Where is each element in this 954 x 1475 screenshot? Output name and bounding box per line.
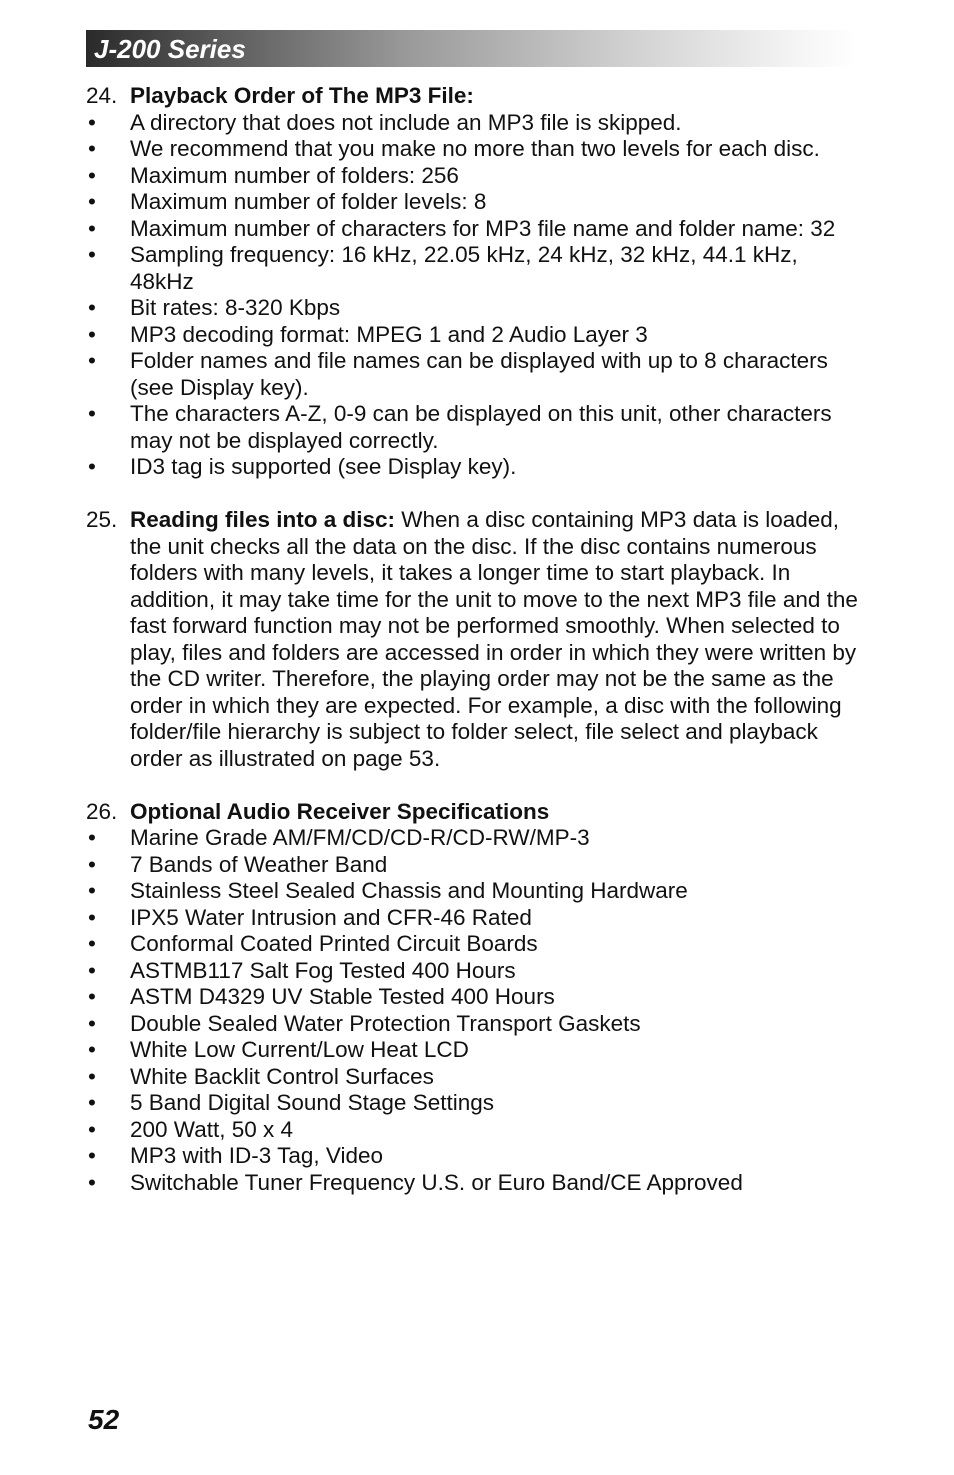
bullet-glyph: • bbox=[88, 189, 96, 214]
list-item bbox=[86, 852, 866, 879]
section-24-list bbox=[86, 110, 866, 481]
list-item bbox=[86, 1143, 866, 1170]
list-item bbox=[86, 401, 866, 454]
bullet-glyph: • bbox=[88, 851, 96, 877]
section-heading: Optional Audio Receiver Specifications bbox=[130, 798, 550, 824]
list-item bbox=[86, 1064, 866, 1091]
bullet-glyph: • bbox=[88, 1010, 96, 1036]
list-item-text: 7 Bands of Weather Band bbox=[130, 851, 388, 877]
bullet-glyph: • bbox=[88, 454, 96, 479]
section-26-heading bbox=[86, 799, 866, 826]
list-item-text: MP3 decoding format: MPEG 1 and 2 Audio Layer 3 bbox=[130, 321, 648, 347]
list-item-text: ID3 tag is supported (see Display key). bbox=[130, 454, 517, 479]
list-item bbox=[86, 825, 866, 852]
list-item bbox=[86, 216, 866, 243]
bullet-glyph: • bbox=[88, 1116, 96, 1142]
list-item-text: A directory that does not include an MP3 file is skipped. bbox=[130, 109, 682, 135]
bullet-glyph: • bbox=[88, 957, 96, 983]
bullet-glyph: • bbox=[88, 295, 96, 320]
list-item bbox=[86, 136, 866, 163]
bullet-glyph: • bbox=[88, 1143, 96, 1168]
bullet-glyph: • bbox=[88, 1169, 96, 1195]
section-number: 26. bbox=[86, 798, 118, 824]
list-item bbox=[86, 295, 866, 322]
list-item-text: Conformal Coated Printed Circuit Boards bbox=[130, 931, 538, 956]
list-item bbox=[86, 454, 866, 481]
bullet-glyph: • bbox=[88, 904, 96, 930]
bullet-glyph: • bbox=[88, 162, 96, 188]
bullet-glyph: • bbox=[88, 401, 96, 426]
list-item-text: Double Sealed Water Protection Transport Gaskets bbox=[130, 1010, 641, 1036]
bullet-glyph: • bbox=[88, 136, 96, 161]
bullet-glyph: • bbox=[88, 1063, 96, 1089]
section-heading: Reading files into a disc: bbox=[130, 507, 396, 532]
bullet-glyph: • bbox=[88, 109, 96, 135]
list-item-text: White Backlit Control Surfaces bbox=[130, 1063, 434, 1089]
section-25 bbox=[86, 507, 866, 772]
list-item bbox=[86, 189, 866, 216]
list-item-text: 5 Band Digital Sound Stage Settings bbox=[130, 1090, 494, 1115]
list-item-text: We recommend that you make no more than two levels for each disc. bbox=[130, 136, 820, 161]
list-item bbox=[86, 1037, 866, 1064]
bullet-glyph: • bbox=[88, 215, 96, 241]
bullet-glyph: • bbox=[88, 825, 96, 850]
list-item bbox=[86, 905, 866, 932]
list-item-text: Maximum number of folders: 256 bbox=[130, 162, 459, 188]
bullet-glyph: • bbox=[88, 348, 96, 373]
list-item bbox=[86, 348, 866, 401]
section-24-heading bbox=[86, 83, 866, 110]
list-item-text: Marine Grade AM/FM/CD/CD-R/CD-RW/MP-3 bbox=[130, 825, 590, 850]
list-item-text: Maximum number of characters for MP3 file name and folder name: 32 bbox=[130, 215, 836, 241]
list-item-text: Folder names and file names can be displayed with up to 8 characters (see Display key). bbox=[130, 348, 828, 400]
bullet-glyph: • bbox=[88, 1090, 96, 1115]
list-item-text: Sampling frequency: 16 kHz, 22.05 kHz, 24 kHz, 32 kHz, 44.1 kHz, 48kHz bbox=[130, 242, 798, 294]
bullet-glyph: • bbox=[88, 931, 96, 956]
bullet-glyph: • bbox=[88, 984, 96, 1009]
bullet-glyph: • bbox=[88, 321, 96, 347]
list-item-text: Maximum number of folder levels: 8 bbox=[130, 189, 487, 214]
section-26-list bbox=[86, 825, 866, 1196]
bullet-glyph: • bbox=[88, 1037, 96, 1062]
section-spacer bbox=[86, 772, 866, 799]
list-item-text: MP3 with ID-3 Tag, Video bbox=[130, 1143, 384, 1168]
section-body: When a disc containing MP3 data is loaded, the unit checks all the data on the disc. If the disc contains numerous folders with many levels, it takes a longer time to start playback. In addition, it may take time for the unit to move to the next MP3 file and the fast forward function may not be performed smoothly. When selected to play, files and folders are accessed in order in which they were written by the CD writer. Therefore, the playing order may not be the same as the order in which they are expected. For example, a disc with the following folder/file hierarchy is subject to folder select, file select and playback order as illustrated on page 53. bbox=[130, 507, 858, 771]
list-item bbox=[86, 958, 866, 985]
header-bar bbox=[86, 30, 856, 67]
list-item-text: Bit rates: 8-320 Kbps bbox=[130, 295, 341, 320]
list-item-text: Stainless Steel Sealed Chassis and Mounting Hardware bbox=[130, 878, 688, 903]
page-content bbox=[86, 83, 866, 1196]
list-item bbox=[86, 1117, 866, 1144]
list-item bbox=[86, 1011, 866, 1038]
list-item-text: IPX5 Water Intrusion and CFR-46 Rated bbox=[130, 904, 532, 930]
section-spacer bbox=[86, 481, 866, 508]
section-paragraph bbox=[130, 507, 866, 772]
list-item-text: 200 Watt, 50 x 4 bbox=[130, 1116, 294, 1142]
list-item bbox=[86, 322, 866, 349]
section-number: 24. bbox=[86, 83, 118, 108]
list-item bbox=[86, 878, 866, 905]
list-item bbox=[86, 984, 866, 1011]
list-item-text: Switchable Tuner Frequency U.S. or Euro Band/CE Approved bbox=[130, 1169, 743, 1195]
list-item-text: The characters A-Z, 0-9 can be displayed on this unit, other characters may not be displayed correctly. bbox=[130, 401, 832, 453]
section-heading: Playback Order of The MP3 File: bbox=[130, 83, 474, 108]
list-item bbox=[86, 242, 866, 295]
list-item bbox=[86, 110, 866, 137]
list-item bbox=[86, 163, 866, 190]
series-title: J-200 Series bbox=[94, 34, 246, 64]
list-item bbox=[86, 1090, 866, 1117]
bullet-glyph: • bbox=[88, 242, 96, 267]
section-number: 25. bbox=[86, 507, 118, 532]
list-item bbox=[86, 1170, 866, 1197]
list-item-text: ASTM D4329 UV Stable Tested 400 Hours bbox=[130, 984, 555, 1009]
page-number: 52 bbox=[88, 1404, 120, 1435]
list-item bbox=[86, 931, 866, 958]
list-item-text: ASTMB117 Salt Fog Tested 400 Hours bbox=[130, 957, 516, 983]
bullet-glyph: • bbox=[88, 878, 96, 903]
list-item-text: White Low Current/Low Heat LCD bbox=[130, 1037, 469, 1062]
